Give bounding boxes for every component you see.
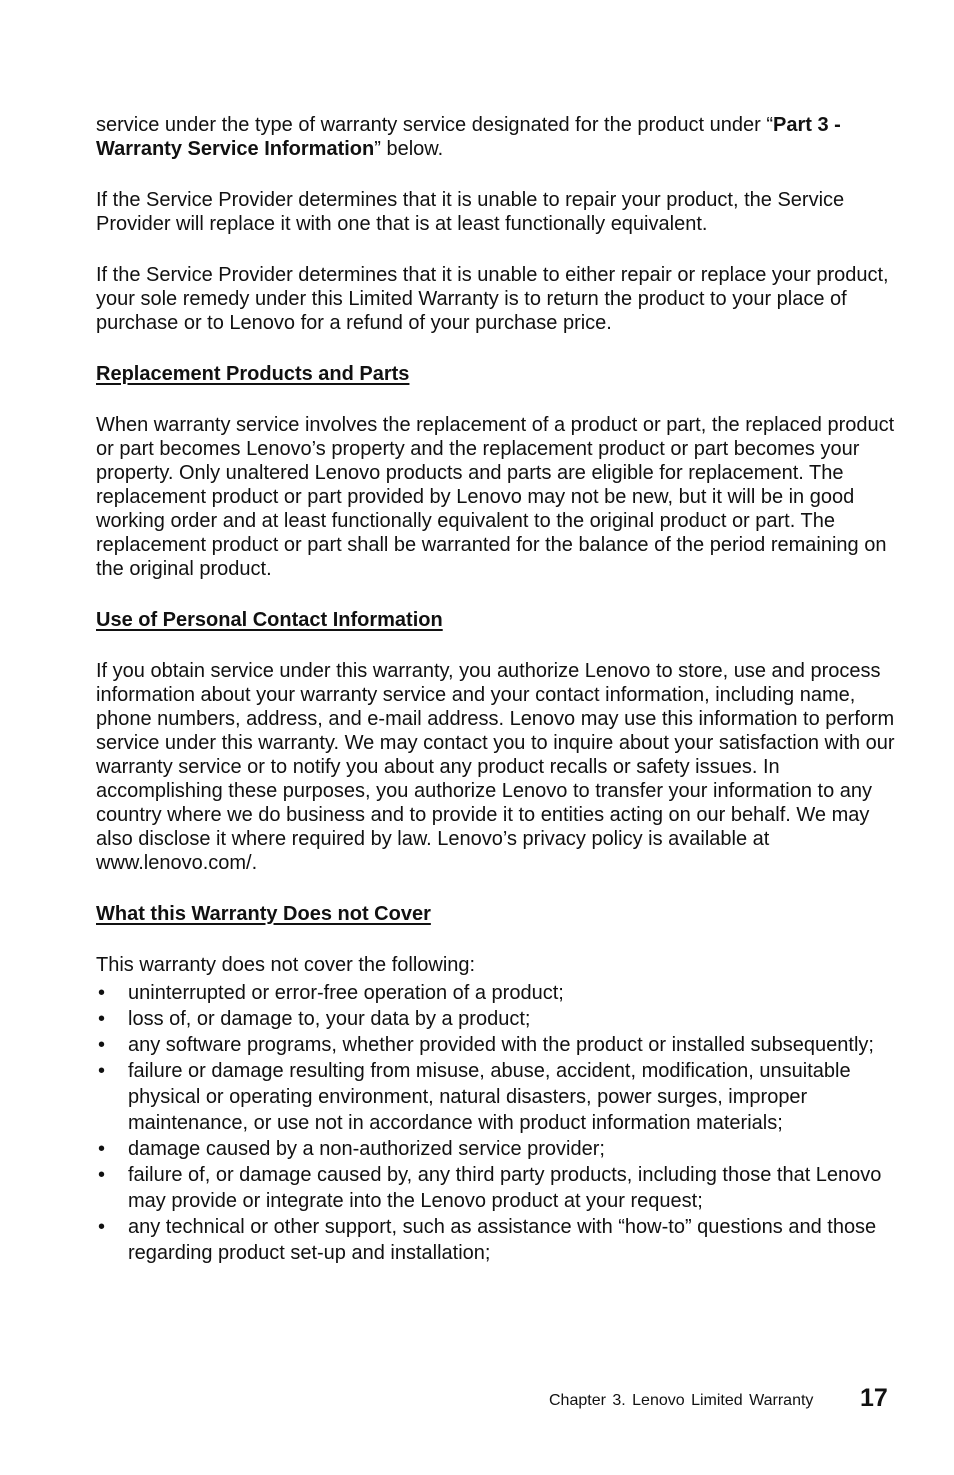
list-item-text: failure or damage resulting from misuse, abuse, accident, modification, unsuitable physical or operating environment, natural disasters, power surges, improper maintenance, or use not in accordance with product information materials; <box>128 1060 851 1134</box>
paragraph-replacement-products: When warranty service involves the replacement of a product or part, the replaced product or part becomes Lenovo’s property and the replacement product or part becomes your property. Only unaltered Lenovo products and parts are eligible for replacement. The replacement product or part provided by Lenovo may not be new, but it will be in good working order and at least functionally equivalent to the original product or part. The replacement product or part shall be warranted for the balance of the period remaining on the original product. <box>96 414 895 580</box>
heading-personal-contact-info: Use of Personal Contact Information <box>96 609 443 631</box>
bullet-icon: • <box>98 1216 106 1238</box>
bullet-icon: • <box>98 1008 106 1030</box>
list-item-text: uninterrupted or error-free operation of a product; <box>128 982 564 1004</box>
list-item <box>96 1006 896 1032</box>
bullet-icon: • <box>98 1164 106 1186</box>
list-item-text: loss of, or damage to, your data by a product; <box>128 1008 531 1030</box>
list-item-text: failure of, or damage caused by, any third party products, including those that Lenovo may provide or integrate into the Lenovo product at your request; <box>128 1164 882 1212</box>
page-number: 17 <box>860 1384 888 1412</box>
paragraph-warranty-service-type <box>96 113 896 161</box>
list-item-text: damage caused by a non-authorized service provider; <box>128 1138 605 1160</box>
list-item-text: any technical or other support, such as assistance with “how-to” questions and those regarding product set-up and installation; <box>128 1216 877 1264</box>
bullet-icon: • <box>98 982 106 1004</box>
paragraph-repair-replace: If the Service Provider determines that it is unable to repair your product, the Service Provider will replace it with one that is at least functionally equivalent. <box>96 189 845 235</box>
list-item <box>96 1032 896 1058</box>
heading-replacement-products: Replacement Products and Parts <box>96 363 410 385</box>
bullet-icon: • <box>98 1060 106 1082</box>
warranty-service-info-reference: Part 3 - Warranty Service Information <box>96 114 841 160</box>
bullet-icon: • <box>98 1138 106 1160</box>
list-item <box>96 1214 896 1266</box>
paragraph-text: ” below. <box>374 138 444 160</box>
bullet-icon: • <box>98 1034 106 1056</box>
paragraph-personal-contact-info: If you obtain service under this warranty, you authorize Lenovo to store, use and process information about your warranty service and your contact information, including name, phone numbers, address, and e-mail address. Lenovo may use this information to perform service under this warranty. We may contact you to inquire about your satisfaction with our warranty service or to notify you about any product recalls or safety issues. In accomplishing these purposes, you authorize Lenovo to transfer your information to any country where we do business and to provide it to entities acting on our behalf. We may also disclose it where required by law. Lenovo’s privacy policy is available at www.lenovo.com/. <box>96 660 895 874</box>
list-item <box>96 1058 896 1136</box>
paragraph-sole-remedy: If the Service Provider determines that it is unable to either repair or replace your product, your sole remedy under this Limited Warranty is to return the product to your place of purchase or to Lenovo for a refund of your purchase price. <box>96 264 889 334</box>
list-item-text: any software programs, whether provided with the product or installed subsequently; <box>128 1034 874 1056</box>
list-item <box>96 980 896 1006</box>
not-covered-list <box>96 980 896 1266</box>
not-covered-intro: This warranty does not cover the following: <box>96 954 476 976</box>
heading-not-covered: What this Warranty Does not Cover <box>96 903 431 925</box>
chapter-title: Chapter 3. Lenovo Limited Warranty <box>549 1392 814 1409</box>
list-item <box>96 1162 896 1214</box>
paragraph-text: service under the type of warranty service designated for the product under “ <box>96 114 774 136</box>
list-item <box>96 1136 896 1162</box>
page-footer <box>549 1384 889 1418</box>
document-body <box>96 113 896 1266</box>
